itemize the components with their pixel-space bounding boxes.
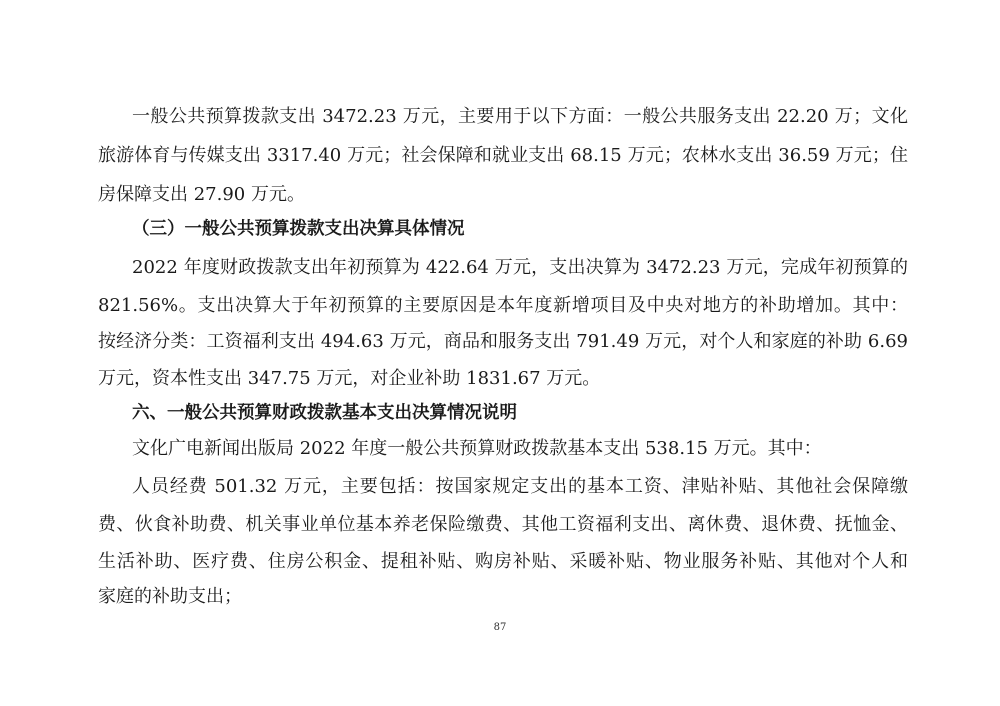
para4-line1: 人员经费 501.32 万元，主要包括：按国家规定支出的基本工资、津贴补贴、其他社会保障缴 <box>132 476 908 497</box>
para1-line3: 房保障支出 27.90 万元。 <box>98 184 305 205</box>
para4-line4: 家庭的补助支出； <box>98 586 242 607</box>
page-number: 87 <box>493 622 507 633</box>
para1-line2: 旅游体育与传媒支出 3317.40 万元；社会保障和就业支出 68.15 万元；农林水支出 36.59 万元；住 <box>98 145 908 166</box>
para1-line1: 一般公共预算拨款支出 3472.23 万元，主要用于以下方面：一般公共服务支出 22.20 万；文化 <box>132 106 908 127</box>
para4-line3: 生活补助、医疗费、住房公积金、提租补贴、购房补贴、采暖补贴、物业服务补贴、其他对个人和 <box>98 551 908 572</box>
para2-line1: 2022 年度财政拨款支出年初预算为 422.64 万元，支出决算为 3472.23 万元，完成年初预算的 <box>132 257 908 278</box>
section-heading-6: 六、一般公共预算财政拨款基本支出决算情况说明 <box>132 403 517 423</box>
para2-line2: 821.56%。支出决算大于年初预算的主要原因是本年度新增项目及中央对地方的补助增加。其中： <box>98 295 908 316</box>
para2-line3: 按经济分类：工资福利支出 494.63 万元，商品和服务支出 791.49 万元，对个人和家庭的补助 6.69 <box>98 331 908 352</box>
para3-line1: 文化广电新闻出版局 2022 年度一般公共预算财政拨款基本支出 538.15 万元。其中： <box>132 438 822 459</box>
para4-line2: 费、伙食补助费、机关事业单位基本养老保险缴费、其他工资福利支出、离休费、退休费、抚恤金、 <box>98 514 908 535</box>
para2-line4: 万元，资本性支出 347.75 万元，对企业补助 1831.67 万元。 <box>98 368 601 389</box>
section-heading-3: （三）一般公共预算拨款支出决算具体情况 <box>132 219 465 239</box>
